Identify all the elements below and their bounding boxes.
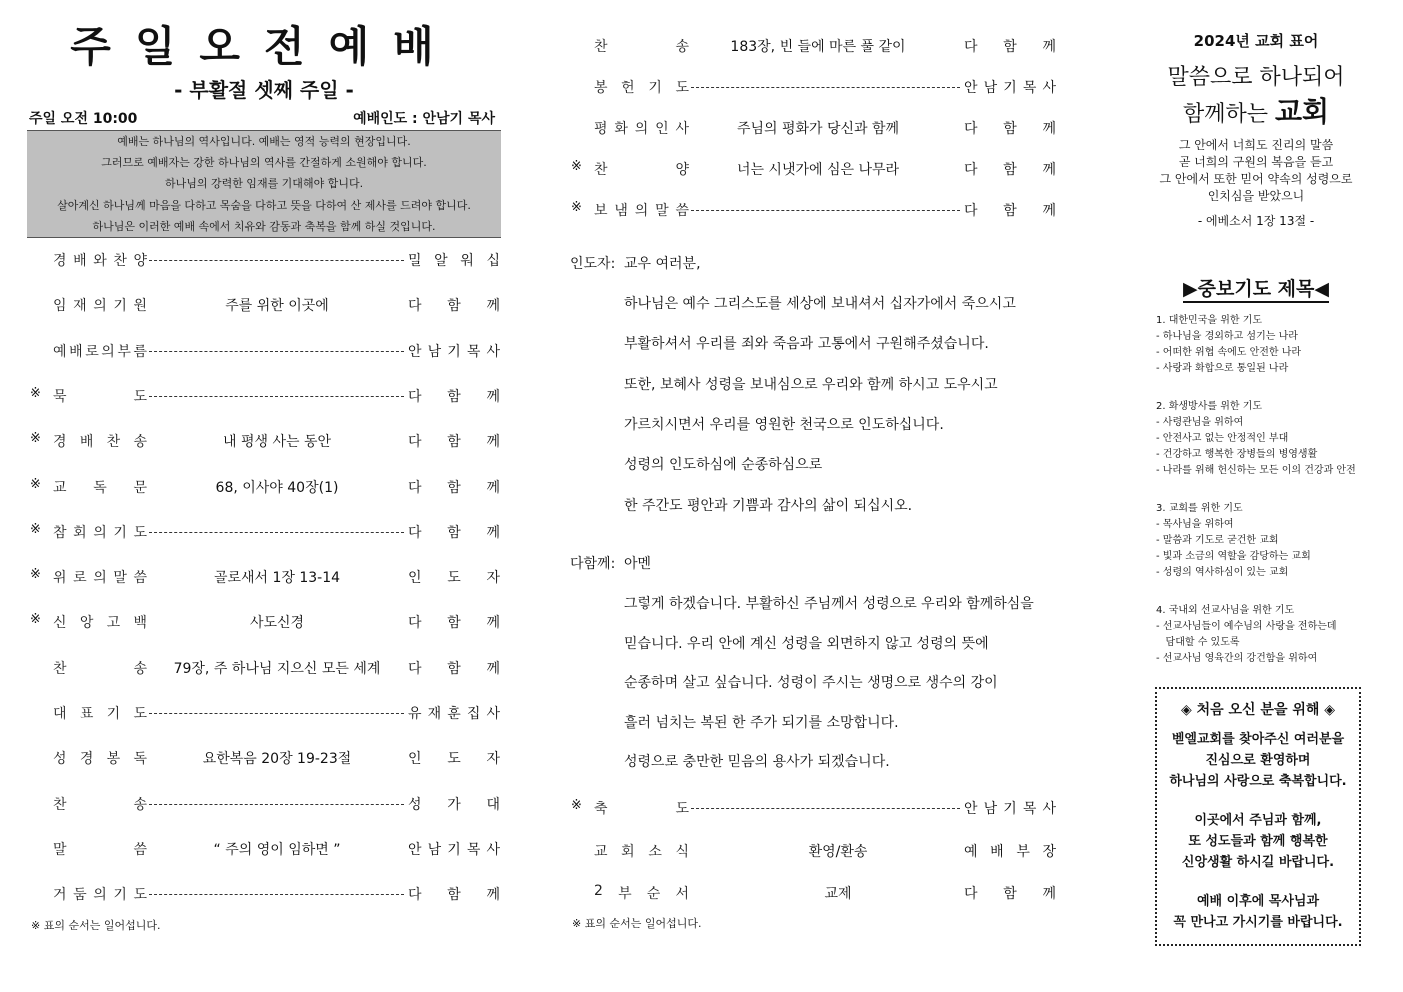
order-item-name: 경 배 찬 송 (53, 434, 147, 451)
congregation-first-line: 아멘 (624, 556, 652, 572)
order-item-detail: 골로새서 1장 13-14 (213, 570, 341, 587)
order-item (568, 77, 1060, 97)
congregation-line: 흘러 넘치는 복된 한 주가 되기를 소망합니다. (624, 714, 899, 731)
verse-line: 인치심을 받았으니 (1207, 189, 1305, 203)
service-time: 주일 오전 10:00 (29, 111, 138, 127)
order-item-name: 봉 헌 기 도 (594, 80, 689, 96)
order-item-responsible: 유 재 훈 집 사 (408, 706, 500, 722)
verse-reference: - 에베소서 1장 13절 - (1197, 214, 1315, 228)
prayer-line: - 하나님을 경외하고 섬기는 나라 (1156, 331, 1298, 342)
order-item-responsible: 다 함 께 (408, 887, 500, 904)
congregation-line: 순종하며 살고 싶습니다. 성령이 주시는 생명으로 생수의 강이 (624, 675, 998, 691)
prayer-line: - 빛과 소금의 역할을 감당하는 교회 (1156, 551, 1311, 562)
order-item-detail: 주님의 평화가 당신과 함께 (736, 121, 900, 137)
order-item-detail: 79장, 주 하나님 지으신 모든 세계 (173, 660, 381, 677)
congregation-line: 그렇게 하겠습니다. 부활하신 주님께서 성령으로 우리와 함께하심을 (624, 596, 1034, 612)
intro-box (27, 130, 501, 238)
order-item-name: 교 독 문 (53, 479, 147, 496)
prayer-group (1156, 501, 1311, 581)
intro-line: 하나님은 이러한 예배 속에서 치유와 감동과 축복을 함께 하실 것입니다. (92, 219, 436, 233)
verse (1140, 137, 1372, 205)
order-item-responsible: 다 함 께 (408, 388, 500, 405)
verse-line: 곧 너희의 구원의 복음을 듣고 (1178, 155, 1334, 169)
order-item-name: 찬 송 (594, 39, 689, 55)
order-item-detail: 183장, 빈 들에 마른 풀 같이 (730, 39, 906, 55)
order-item (27, 477, 501, 497)
order-item-name: 임 재 의 기 원 (53, 298, 147, 315)
dashed-leader (691, 87, 960, 88)
prayer-line: 4. 국내외 선교사님을 위한 기도 (1156, 605, 1295, 616)
order-item-responsible: 인 도 자 (408, 751, 500, 768)
dashed-leader (691, 210, 960, 211)
standing-mark: ※ (571, 159, 582, 174)
prayer-line: - 사령관님을 위하여 (1156, 417, 1244, 428)
order-item (27, 839, 501, 859)
congregation-line: 믿습니다. 우리 안에 계신 성령을 외면하지 않고 성령의 뜻에 (624, 635, 989, 652)
leader-line: 부활하셔서 우리를 죄와 죽음과 고통에서 구원해주셨습니다. (624, 336, 989, 353)
welcome-line: 진심으로 환영하며 (1205, 753, 1311, 768)
welcome-line: 이곳에서 주님과 함께, (1194, 813, 1322, 828)
order-item-name: 찬 송 (53, 660, 147, 677)
order-item-name: 찬 양 (594, 162, 689, 178)
prayer-line: - 안전사고 없는 안정적인 부대 (1156, 433, 1289, 444)
prayer-line: - 목사님을 위하여 (1156, 519, 1234, 530)
order-item-responsible: 안 남 기 목 사 (408, 841, 500, 858)
order-item (27, 431, 501, 451)
standing-note: ※ 표의 순서는 일어섭니다. (31, 919, 161, 932)
motto-line2b: 교회 (1274, 95, 1330, 128)
order-item-name: 참 회 의 기 도 (53, 524, 147, 541)
order-item-responsible: 안 남 기 목 사 (408, 343, 500, 360)
order-item-responsible: 다 함 께 (964, 203, 1056, 219)
intro-line: 그러므로 예배자는 강한 하나님의 역사를 간절하게 소원해야 합니다. (101, 156, 427, 170)
order-item-detail: 내 평생 사는 동안 (222, 434, 332, 451)
order-item (27, 250, 501, 270)
order-item-name: 축 도 (594, 801, 689, 817)
leader-label: 인도자: (570, 256, 616, 272)
order-item-responsible: 다 함 께 (408, 434, 500, 451)
order-item-name: 거 둠 의 기 도 (53, 887, 147, 904)
order-item-responsible: 밀 알 워 십 (408, 253, 500, 269)
order-item-name: 대 표 기 도 (53, 706, 147, 722)
motto-line2 (1140, 90, 1372, 130)
order-item (27, 703, 501, 723)
order-item-detail: “ 주의 영이 임하면 ” (213, 841, 341, 858)
order-item-responsible: 다 함 께 (408, 298, 500, 315)
order-item (568, 798, 1060, 818)
standing-mark: ※ (30, 476, 41, 492)
order-item-responsible: 인 도 자 (408, 570, 500, 587)
order-item (568, 883, 1060, 903)
dashed-leader (149, 351, 404, 352)
order-item-name: 위 로 의 말 씀 (53, 570, 147, 587)
dashed-leader (691, 808, 960, 809)
leader-line: 한 주간도 평안과 기쁨과 감사의 삶이 되십시오. (624, 497, 913, 514)
prayer-line: - 건강하고 행복한 장병들의 병영생활 (1156, 449, 1318, 460)
order-item-name: 찬 송 (53, 796, 147, 813)
leader-line: 또한, 보혜사 성령을 보내심으로 우리와 함께 하시고 도우시고 (624, 376, 998, 393)
verse-line: 그 안에서 너희도 진리의 말씀 (1178, 138, 1334, 152)
order-item-responsible: 다 함 께 (408, 660, 500, 677)
order-item-responsible: 다 함 께 (408, 524, 500, 541)
order-item (568, 118, 1060, 138)
order-item-responsible: 다 함 께 (964, 886, 1056, 902)
prayer-line: 2. 화생방사를 위한 기도 (1156, 401, 1263, 412)
dashed-leader (149, 396, 404, 397)
prayer-group (1156, 399, 1356, 479)
intro-line: 살아계신 하나님께 마음을 다하고 목숨을 다하고 뜻을 다하여 산 제사를 드려야 합니다. (57, 198, 471, 212)
leader-line: 성령의 인도하심에 순종하심으로 (624, 457, 823, 474)
standing-mark: ※ (571, 798, 582, 813)
service-leader: 예배인도 : 안남기 목사 (353, 111, 495, 127)
welcome-line: 꼭 만나고 가시기를 바랍니다. (1173, 915, 1343, 930)
prayer-line: - 말씀과 기도로 굳건한 교회 (1156, 535, 1279, 546)
intro-line: 예배는 하나님의 역사입니다. 예배는 영적 능력의 현장입니다. (117, 135, 411, 148)
congregation-line: 성령으로 충만한 믿음의 용사가 되겠습니다. (624, 754, 890, 770)
order-item (568, 36, 1060, 56)
order-item-detail: 환영/환송 (808, 843, 868, 860)
welcome-line: 하나님의 사랑으로 축복합니다. (1169, 774, 1347, 789)
leader-line: 가르치시면서 우리를 영원한 천국으로 인도하십니다. (624, 416, 944, 433)
intro-line: 하나님의 강력한 임재를 기대해야 합니다. (164, 177, 364, 191)
order-item (27, 522, 501, 542)
page-subtitle: - 부활절 셋째 주일 - (174, 78, 354, 102)
prayer-title-text: ▶중보기도 제목◀ (1183, 278, 1329, 303)
order-item (27, 567, 501, 587)
standing-mark: ※ (30, 567, 41, 583)
order-item (27, 612, 501, 632)
prayer-line: - 선교사님 영육간의 강건함을 위하여 (1156, 653, 1318, 664)
prayer-line: - 선교사님들이 예수님의 사랑을 전하는데 (1156, 621, 1337, 632)
welcome-line: 신앙생활 하시길 바랍니다. (1181, 855, 1335, 870)
order-item-responsible: 다 함 께 (964, 162, 1056, 178)
order-item-responsible: 안 남 기 목 사 (964, 801, 1056, 817)
order-item (27, 884, 501, 904)
welcome-title: ◈ 처음 오신 분을 위해 ◈ (1180, 702, 1336, 718)
verse-line: 그 안에서 또한 믿어 약속의 성령으로 (1159, 172, 1353, 186)
order-item-name: 평 화 의 인 사 (594, 121, 689, 137)
leader-first-line: 교우 여러분, (624, 256, 701, 272)
welcome-line: 예배 이후에 목사님과 (1196, 894, 1320, 909)
order-item-responsible: 다 함 께 (964, 39, 1056, 55)
order-item (568, 841, 1060, 861)
prayer-group (1156, 313, 1301, 377)
prayer-title (1140, 274, 1372, 301)
order-item-responsible: 다 함 께 (408, 479, 500, 496)
leader-line: 하나님은 예수 그리스도를 세상에 보내셔서 십자가에서 죽으시고 (624, 296, 1016, 312)
order-item-detail: 68, 이사야 40장(1) (215, 479, 339, 496)
order-item (27, 386, 501, 406)
order-item-responsible: 예 배 부 장 (964, 843, 1056, 860)
order-item-responsible: 다 함 께 (408, 615, 500, 632)
order-item-responsible: 성 가 대 (408, 796, 500, 813)
order-item-name: 보 냄 의 말 씀 (594, 203, 689, 219)
prayer-line: - 성령의 역사하심이 있는 교회 (1156, 567, 1289, 578)
order-item-name: 성 경 봉 독 (53, 751, 147, 768)
prayer-line: 1. 대한민국을 위한 기도 (1156, 315, 1263, 326)
order-item-name: 예 배 로 의 부 름 (53, 343, 147, 360)
prayer-line: 3. 교회를 위한 기도 (1156, 503, 1243, 514)
prayer-line: - 사랑과 화합으로 통일된 나라 (1156, 363, 1289, 374)
order-item-name: 2 부 순 서 (594, 883, 689, 902)
order-item-name: 경 배 와 찬 양 (53, 253, 147, 269)
dashed-leader (149, 804, 404, 805)
welcome-box (1155, 687, 1361, 946)
dashed-leader (149, 894, 404, 895)
dashed-leader (149, 260, 404, 261)
prayer-line: - 어떠한 위협 속에도 안전한 나라 (1156, 347, 1302, 358)
order-item (27, 794, 501, 814)
service-meta (29, 108, 499, 128)
order-item-name: 묵 도 (53, 388, 147, 405)
order-item (27, 341, 501, 361)
dashed-leader (149, 532, 404, 533)
order-item (568, 159, 1060, 179)
motto-line2a: 함께하는 (1182, 102, 1268, 127)
prayer-line: 담대할 수 있도록 (1156, 637, 1240, 648)
prayer-group (1156, 603, 1337, 667)
standing-mark: ※ (30, 612, 41, 628)
order-item (27, 295, 501, 315)
congregation-label: 다함께: (570, 556, 616, 572)
prayer-line: - 나라를 위해 헌신하는 모든 이의 건강과 안전 (1156, 465, 1356, 476)
page-title: 주일오전예배 (70, 22, 458, 71)
order-item-detail: 너는 시냇가에 심은 나무라 (736, 162, 900, 178)
standing-mark: ※ (30, 385, 41, 401)
dashed-leader (149, 713, 404, 714)
welcome-line: 벧엘교회를 찾아주신 여러분을 (1171, 732, 1345, 747)
welcome-line: 또 성도들과 함께 행복한 (1188, 834, 1328, 849)
order-item-detail: 주를 위한 이곳에 (225, 298, 329, 315)
motto-line1: 말씀으로 하나되어 (1167, 65, 1345, 90)
order-item-name: 교 회 소 식 (594, 843, 689, 860)
order-item (27, 658, 501, 678)
order-item-responsible: 안 남 기 목 사 (964, 80, 1056, 96)
order-item-detail: 교제 (824, 886, 852, 902)
standing-note: ※ 표의 순서는 일어섭니다. (572, 917, 702, 930)
order-item-detail: 사도신경 (249, 615, 305, 632)
standing-mark: ※ (571, 200, 582, 215)
order-item-detail: 요한복음 20장 19-23절 (202, 751, 352, 768)
order-item (568, 200, 1060, 220)
order-item-name: 말 씀 (53, 841, 147, 858)
motto-label: 2024년 교회 표어 (1193, 32, 1319, 50)
order-item-name: 신 앙 고 백 (53, 615, 147, 632)
standing-mark: ※ (30, 431, 41, 447)
order-item-responsible: 다 함 께 (964, 121, 1056, 137)
standing-mark: ※ (30, 521, 41, 537)
order-item (27, 748, 501, 768)
